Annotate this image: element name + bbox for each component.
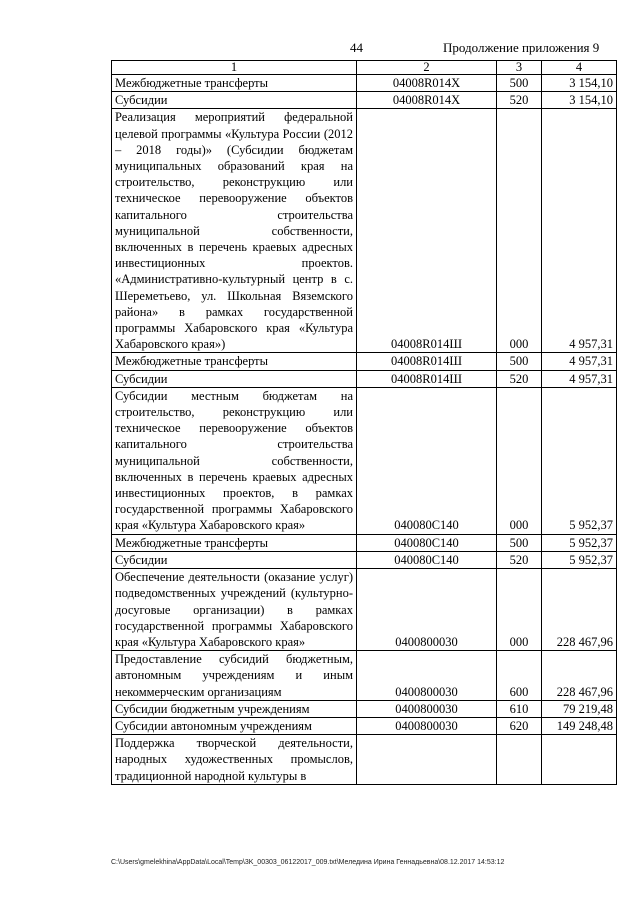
page-number: 44 [350,40,363,55]
row-name: Поддержка творческой деятельности, народных художественных промыслов, традиционной народной культуры в [112,735,357,785]
row-code: 040080С140 [357,551,497,568]
row-name: Субсидии местным бюджетам на строительство, реконструкцию или техническое перевооружение объектов капитального строительства муниципальной собственности, включенных в перечень краевых адресных инвестиционных проектов, в рамках государственной программы Хабаровского края «Культура Хабаровского края» [112,387,357,534]
table-row [112,534,617,551]
row-code [357,735,497,785]
row-name: Субсидии [112,370,357,387]
table-row [112,717,617,734]
file-path-footer: C:\Users\gmelekhina\AppData\Local\Temp\3K_00303_06122017_009.txt\Меледина Ирина Геннадьевна\08.12.2017 14:53:12 [111,859,505,866]
table-row [112,569,617,651]
table-row [112,92,617,109]
row-type: 610 [497,700,542,717]
row-code: 04008R014Ш [357,370,497,387]
row-sum: 5 952,37 [542,534,617,551]
row-type: 000 [497,569,542,651]
row-name: Обеспечение деятельности (оказание услуг) подведомственных учреждений (культурно-досуговые организации) в рамках государственной программы Хабаровского края «Культура Хабаровского края» [112,569,357,651]
column-header: 1 [112,61,357,75]
row-sum: 149 248,48 [542,717,617,734]
table-row [112,387,617,534]
table-header-row [112,61,617,75]
row-sum: 228 467,96 [542,569,617,651]
row-sum: 4 957,31 [542,109,617,353]
row-name: Субсидии [112,551,357,568]
budget-table [111,60,617,785]
table-row [112,75,617,92]
row-sum: 5 952,37 [542,387,617,534]
row-type: 600 [497,651,542,701]
row-name: Межбюджетные трансферты [112,75,357,92]
row-type: 500 [497,534,542,551]
row-type: 000 [497,387,542,534]
continuation-label: Продолжение приложения 9 [443,40,600,55]
row-sum: 4 957,31 [542,370,617,387]
row-type: 520 [497,551,542,568]
row-type: 500 [497,353,542,370]
column-header: 4 [542,61,617,75]
row-name: Субсидии бюджетным учреждениям [112,700,357,717]
row-type [497,735,542,785]
row-type: 620 [497,717,542,734]
row-code: 04008R014Ш [357,353,497,370]
table-row [112,370,617,387]
table-row [112,700,617,717]
row-code: 0400800030 [357,700,497,717]
row-type: 520 [497,370,542,387]
row-sum: 3 154,10 [542,75,617,92]
row-sum: 3 154,10 [542,92,617,109]
row-sum: 5 952,37 [542,551,617,568]
row-code: 0400800030 [357,651,497,701]
row-name: Субсидии [112,92,357,109]
row-code: 04008R014X [357,75,497,92]
row-code: 04008R014X [357,92,497,109]
row-code: 040080С140 [357,534,497,551]
column-header: 3 [497,61,542,75]
column-header: 2 [357,61,497,75]
row-type: 500 [497,75,542,92]
table-row [112,353,617,370]
row-code: 0400800030 [357,569,497,651]
row-name: Предоставление субсидий бюджетным, автономным учреждениям и иным некоммерческим организациям [112,651,357,701]
row-type: 520 [497,92,542,109]
row-name: Межбюджетные трансферты [112,353,357,370]
table-body [112,75,617,785]
row-type: 000 [497,109,542,353]
row-name: Субсидии автономным учреждениям [112,717,357,734]
table-row [112,109,617,353]
row-code: 04008R014Ш [357,109,497,353]
row-sum: 4 957,31 [542,353,617,370]
row-sum: 79 219,48 [542,700,617,717]
row-code: 0400800030 [357,717,497,734]
row-sum [542,735,617,785]
table-row [112,551,617,568]
row-name: Межбюджетные трансферты [112,534,357,551]
table-row [112,735,617,785]
table-row [112,651,617,701]
row-code: 040080С140 [357,387,497,534]
row-sum: 228 467,96 [542,651,617,701]
row-name: Реализация мероприятий федеральной целевой программы «Культура России (2012 – 2018 годы)» (Субсидии бюджетам муниципальных образований края на строительство, реконструкцию или техническое перевооружение объектов капитального строительства муниципальной собственности, включенных в перечень краевых адресных инвестиционных проектов. «Административно-культурный центр в с. Шереметьево, ул. Школьная Вяземского района» в рамках государственной программы Хабаровского края «Культура Хабаровского края») [112,109,357,353]
